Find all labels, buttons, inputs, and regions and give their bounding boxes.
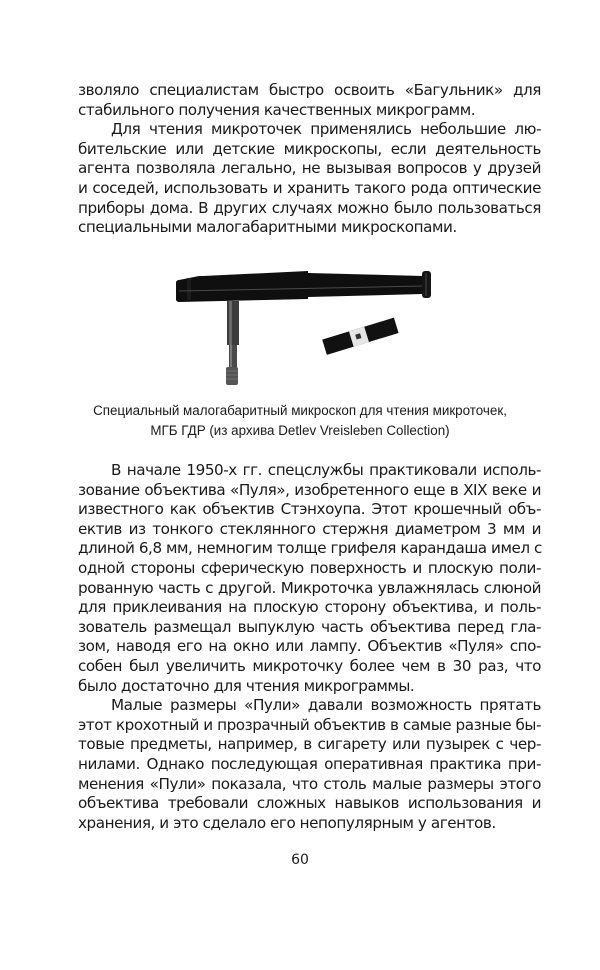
text-line: зование объектива «Пуля», изобретенного еще в XIX веке и — [78, 480, 541, 499]
text-line: Для чтения микроточек применялись небольшие лю- — [111, 120, 541, 139]
text-line: собен был увеличить микроточку более чем в 30 раз, что — [78, 656, 541, 675]
text-line: специальными малогабаритными микроскопами. — [78, 218, 457, 237]
text-line: зом, наводя его на окно или лампу. Объектив «Пуля» спо- — [78, 637, 541, 656]
text-line: зволяло специалистам быстро освоить «Багульник» для — [78, 81, 541, 99]
text-line: для приклеивания на плоскую сторону объектива, и поль- — [78, 598, 541, 617]
text-line: длиной 6,8 мм, немногим толще грифеля карандаша имел с — [78, 539, 542, 558]
text-line: известного как объектив Стэнхоупа. Этот крошечный объ- — [78, 500, 541, 519]
text-line: В начале 1950-х гг. спецслужбы практиковали исполь- — [111, 461, 541, 479]
text-line: рованную часть с другой. Микроточка увлажнялась слюной — [78, 578, 541, 597]
text-line: зователь размещал выпуклую часть объектива перед гла- — [78, 617, 541, 636]
text-line: менения «Пули» показала, что столь малые размеры этого — [78, 774, 541, 793]
text-line: бительские или детские микроскопы, если деятельность — [78, 139, 541, 158]
page-number: 60 — [291, 852, 309, 868]
text-line: ектив из тонкого стеклянного стержня диаметром 3 мм и — [78, 519, 541, 538]
text-line: Малые размеры «Пули» давали возможность прятать — [111, 696, 541, 715]
text-line: приборы дома. В других случаях можно было пользоваться — [78, 198, 541, 217]
text-line: и соседей, использовать и хранить такого рода оптические — [78, 178, 541, 197]
text-line: объектива требовали сложных навыков использования и — [78, 794, 541, 813]
text-block-bottom — [78, 461, 541, 833]
figure-caption — [60, 401, 540, 441]
text-line: стабильного получения качественных микрограмм. — [78, 100, 476, 119]
text-line: хранения, и это сделало его непопулярным у агентов. — [78, 813, 496, 832]
text-line: одной стороны сферическую поверхность и плоскую поли- — [78, 558, 541, 577]
caption-line: Специальный малогабаритный микроскоп для чтения микроточек, — [93, 403, 507, 418]
caption-line: МГБ ГДР (из архива Detlev Vreisleben Collection) — [150, 423, 450, 438]
microscope-photo — [143, 257, 468, 394]
text-line: товые предметы, например, в сигарету или пузырек с чер- — [78, 735, 541, 754]
text-line: было достаточно для чтения микрограммы. — [78, 676, 415, 695]
text-line: нилами. Однако последующая оперативная практика при- — [78, 754, 541, 773]
text-line: агента позволяла легально, не вызывая вопросов у друзей — [78, 159, 541, 178]
text-block-top — [78, 81, 541, 238]
text-line: этот крохотный и прозрачный объектив в самые разные бы- — [78, 715, 541, 734]
microscope-illustration — [143, 257, 468, 394]
